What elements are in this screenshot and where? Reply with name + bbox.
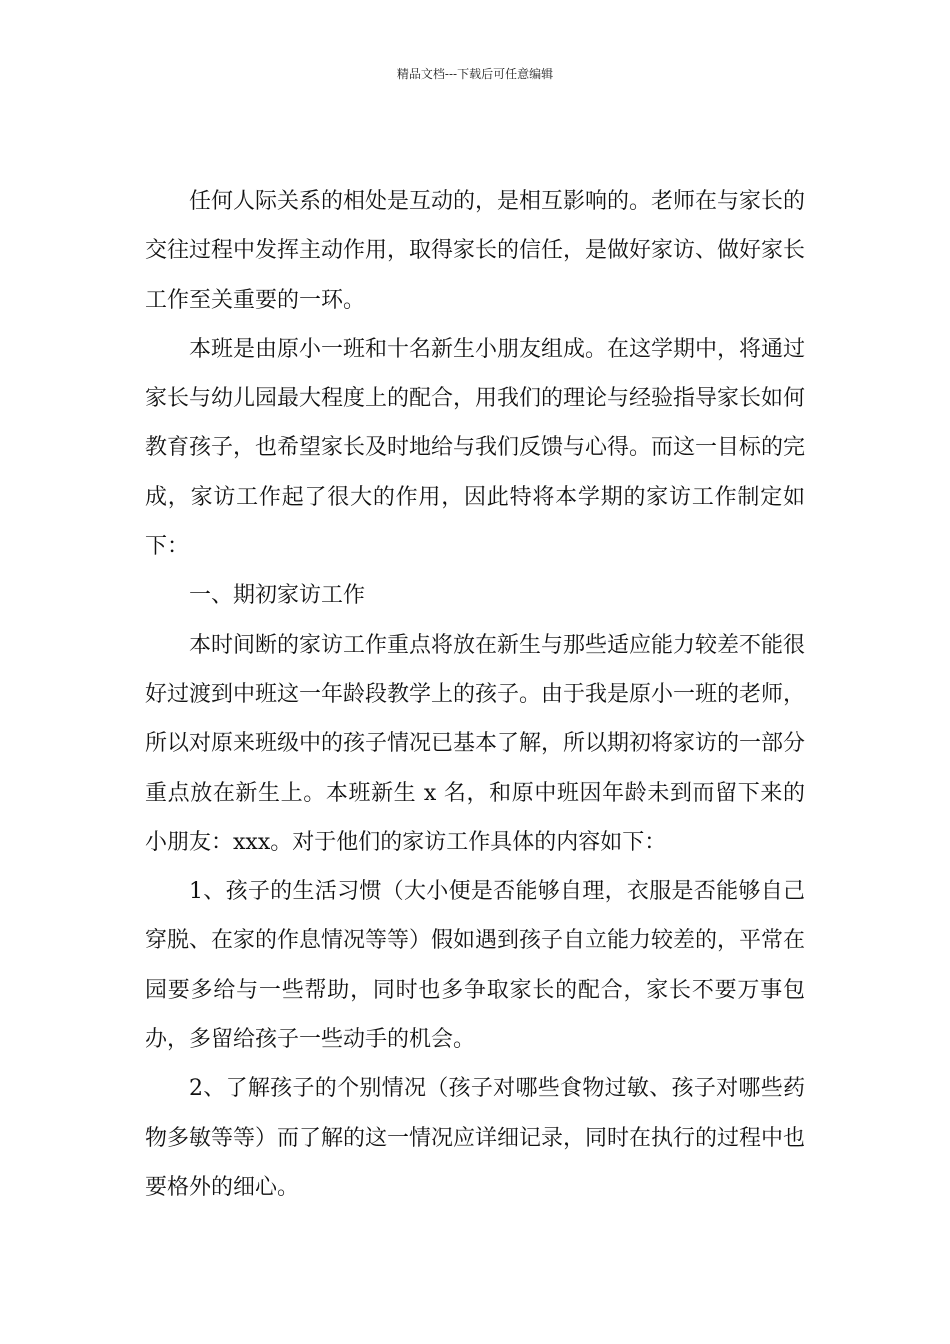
list-item-individual-situation: 2、了解孩子的个别情况（孩子对哪些食物过敏、孩子对哪些药物多敏等等）而了解的这一情况应详细记录，同时在执行的过程中也要格外的细心。 [145, 1076, 806, 1200]
paragraph-initial-visits: 本时间断的家访工作重点将放在新生与那些适应能力较差不能很好过渡到中班这一年龄段教学上的孩子。由于我是原小一班的老师，所以对原来班级中的孩子情况已基本了解，所以期初将家访的一部分重点放在新生上。本班新生 x 名，和原中班因年龄未到而留下来的小朋友：xxx。对于他们的家访工作具体的内容如下： [145, 632, 806, 855]
section-heading-initial-visits: 一、期初家访工作 [189, 583, 366, 609]
paragraph-intro: 任何人际关系的相处是互动的，是相互影响的。老师在与家长的交往过程中发挥主动作用，取得家长的信任，是做好家访、做好家长工作至关重要的一环。 [145, 189, 806, 313]
paragraph-class-overview: 本班是由原小一班和十名新生小朋友组成。在这学期中，将通过家长与幼儿园最大程度上的配合，用我们的理论与经验指导家长如何教育孩子，也希望家长及时地给与我们反馈与心得。而这一目标的完成，家访工作起了很大的作用，因此特将本学期的家访工作制定如下： [145, 336, 806, 560]
document-body [145, 177, 805, 1212]
list-item-living-habits: 1、孩子的生活习惯（大小便是否能够自理，衣服是否能够自己穿脱、在家的作息情况等等）假如遇到孩子自立能力较差的，平常在园要多给与一些帮助，同时也多争取家长的配合，家长不要万事包办，多留给孩子一些动手的机会。 [145, 879, 806, 1053]
page-header: 精品文档---下载后可任意编辑 [396, 67, 554, 81]
